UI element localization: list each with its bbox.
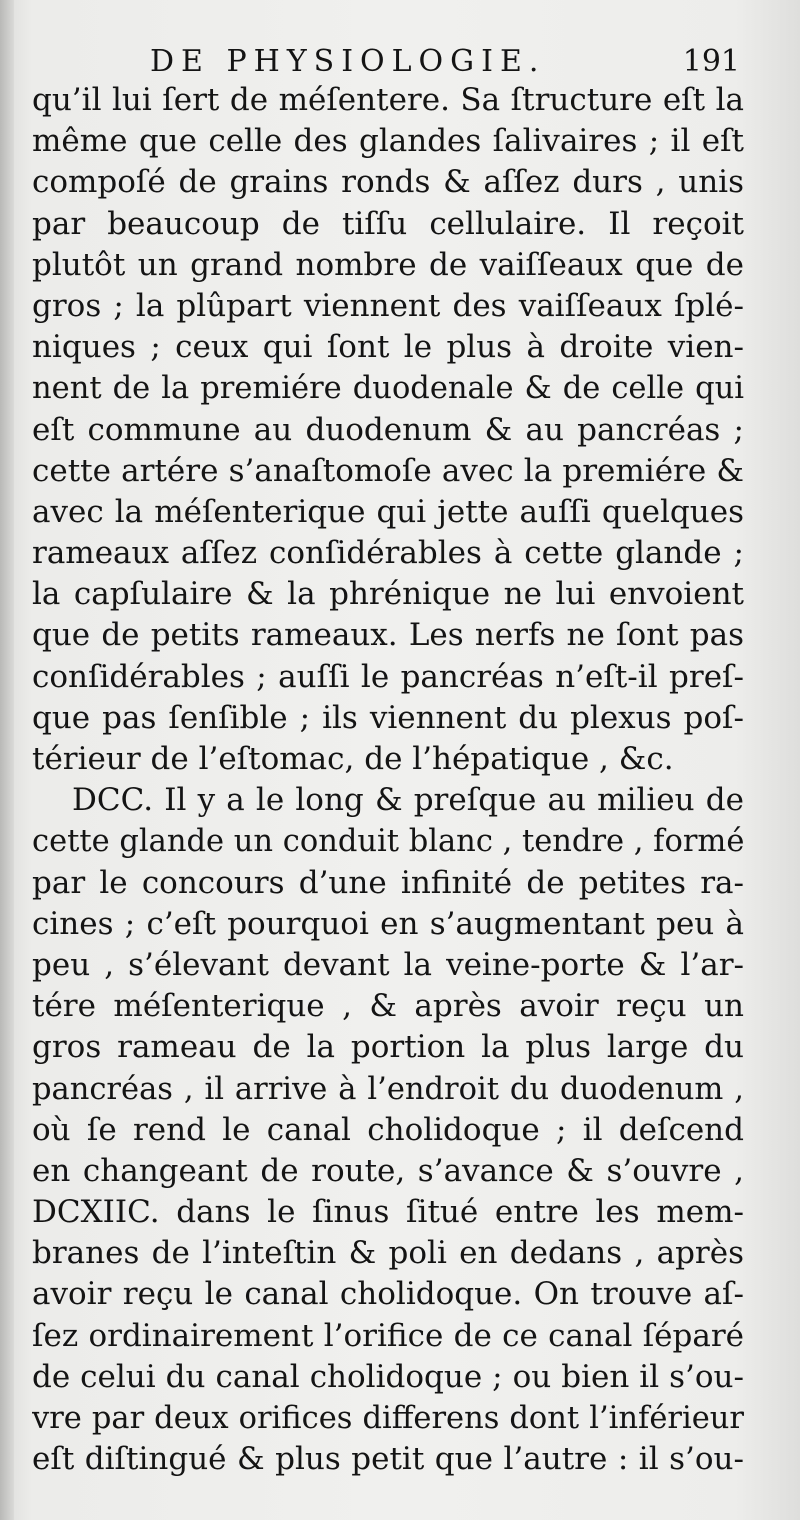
text-line: plutôt un grand nombre de vaiſſeaux que de [32,246,744,283]
text-line: même que celle des glandes ſalivaires ; il eſt [32,123,744,160]
text-line: la capſulaire & la phrénique ne lui envoient [32,576,744,613]
text-line: DCXIIC. dans le ſinus ſitué entre les mem- [32,1194,744,1231]
text-line: peu , s’élevant devant la veine-porte & l’ar- [32,946,744,983]
text-line: eſt diſtingué & plus petit que l’autre : il s’ou- [32,1441,744,1478]
text-line: cines ; c’eſt pourquoi en s’augmentant peu à [32,905,744,942]
paragraph-start-line: DCC. Il y a le long & preſque au milieu de [72,782,744,819]
text-line: branes de l’inteſtin & poli en dedans , après [32,1235,744,1272]
text-line: niques ; ceux qui ſont le plus à droite vien- [32,329,744,366]
text-line: en changeant de route, s’avance & s’ouvre , [32,1152,744,1189]
running-head [150,40,740,84]
text-line: par beaucoup de tiſſu cellulaire. Il reçoit [32,205,744,242]
text-line: pancréas , il arrive à l’endroit du duodenum , [32,1071,744,1107]
text-line: rameaux aſſez conſidérables à cette glande ; [32,535,744,572]
text-line: nent de la premiére duodenale & de celle qui [32,371,744,407]
text-line: compoſé de grains ronds & aſſez durs , unis [32,164,744,201]
running-title: DE PHYSIOLOGIE. [150,44,546,79]
text-line: par le concours d’une infinité de petites ra- [32,864,744,901]
text-line: conſidérables ; auſſi le pancréas n’eſt-il preſ- [32,658,744,695]
page-number: 191 [682,44,740,79]
text-line: que de petits rameaux. Les nerfs ne ſont pas [32,617,744,654]
text-line: térieur de l’eſtomac, de l’hépatique , &c. [32,741,674,777]
body-text [32,80,744,1480]
text-line: qu’il lui ſert de méſentere. Sa ſtructure eſt la [32,82,744,118]
text-line: de celui du canal cholidoque ; ou bien il s’ou- [32,1358,744,1395]
page-gutter-shadow [0,0,14,1520]
text-line: avec la méſenterique qui jette auſſi quelques [32,493,744,530]
text-line: ſez ordinairement l’orifice de ce canal ſéparé [32,1317,744,1354]
text-line: eſt commune au duodenum & au pancréas ; [32,411,744,448]
text-line: avoir reçu le canal cholidoque. On trouve aſ- [32,1276,744,1313]
text-line: où ſe rend le canal cholidoque ; il deſcend [32,1111,744,1148]
text-line: gros ; la plûpart viennent des vaiſſeaux ſplé- [32,287,744,324]
text-line: que pas ſenſible ; ils viennent du plexus poſ- [32,699,744,736]
text-line: gros rameau de la portion la plus large du [32,1029,744,1066]
text-line: tére méſenterique , & après avoir reçu un [32,988,744,1025]
text-line: cette artére s’anaſtomoſe avec la premiére & [32,452,744,489]
text-line: vre par deux orifices differens dont l’inférieur [32,1401,744,1436]
text-line: cette glande un conduit blanc , tendre , formé [32,824,744,860]
